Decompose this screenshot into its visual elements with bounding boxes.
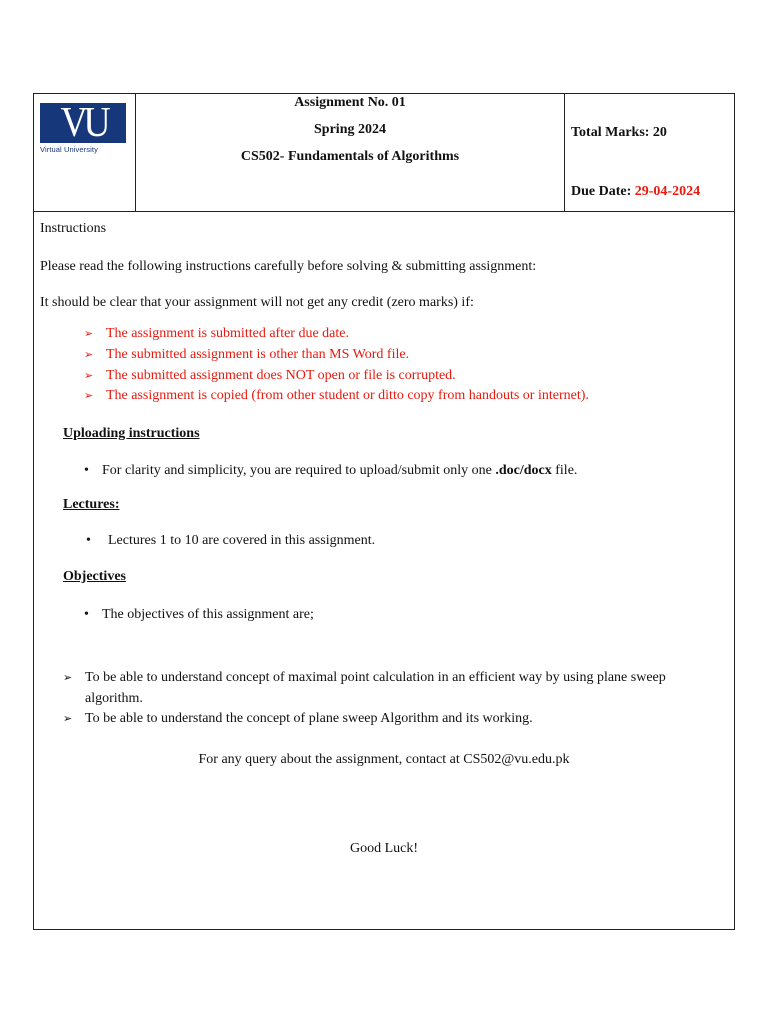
instructions-box bbox=[33, 211, 735, 930]
uploading-text-bold: .doc/docx bbox=[495, 463, 552, 478]
rule-item bbox=[84, 388, 589, 404]
lectures-item bbox=[86, 533, 375, 549]
rule-text: The submitted assignment is other than MS Word file. bbox=[106, 347, 410, 362]
due-date-value: 29-04-2024 bbox=[634, 184, 701, 199]
lectures-text: Lectures 1 to 10 are covered in this assignment. bbox=[108, 533, 376, 548]
arrow-bullet-icon: ➢ bbox=[63, 672, 73, 684]
uploading-heading: Uploading instructions bbox=[63, 426, 200, 441]
vu-logo bbox=[40, 100, 126, 154]
uploading-item bbox=[84, 463, 577, 479]
due-date bbox=[571, 184, 700, 200]
instructions-warning: It should be clear that your assignment will not get any credit (zero marks) if: bbox=[40, 295, 474, 310]
vu-logo-subtext: Virtual University bbox=[40, 145, 98, 154]
objective-item bbox=[63, 711, 533, 727]
instructions-intro: Please read the following instructions carefully before solving & submitting assignment: bbox=[40, 259, 537, 274]
objectives-item bbox=[84, 607, 314, 623]
course-title: CS502- Fundamentals of Algorithms bbox=[240, 149, 460, 164]
objective-text-continued: algorithm. bbox=[85, 691, 143, 706]
rule-text: The submitted assignment does NOT open or file is corrupted. bbox=[106, 368, 456, 383]
bullet-icon: • bbox=[84, 463, 89, 478]
uploading-text-before: For clarity and simplicity, you are required to upload/submit only one bbox=[102, 463, 496, 478]
assignment-number: Assignment No. 01 bbox=[294, 95, 406, 110]
instructions-title: Instructions bbox=[40, 221, 107, 236]
arrow-bullet-icon: ➢ bbox=[84, 370, 94, 382]
bullet-icon: • bbox=[86, 533, 91, 548]
rule-item bbox=[84, 347, 409, 363]
arrow-bullet-icon: ➢ bbox=[63, 713, 73, 725]
logo-cell bbox=[34, 94, 136, 211]
rule-text: The assignment is copied (from other student or ditto copy from handouts or internet). bbox=[106, 388, 589, 403]
bullet-icon: • bbox=[84, 607, 89, 622]
rule-item bbox=[84, 368, 456, 384]
arrow-bullet-icon: ➢ bbox=[84, 349, 94, 361]
due-date-label: Due Date: bbox=[571, 184, 635, 199]
header-table bbox=[33, 93, 735, 212]
objective-text: To be able to understand the concept of plane sweep Algorithm and its working. bbox=[85, 711, 533, 726]
contact-line: For any query about the assignment, contact at CS502@vu.edu.pk bbox=[198, 752, 570, 767]
objective-item bbox=[63, 670, 666, 686]
objective-text: To be able to understand concept of maximal point calculation in an efficient way by using plane sweep bbox=[85, 670, 666, 685]
vu-logo-text: VU bbox=[60, 100, 106, 146]
rule-text: The assignment is submitted after due date. bbox=[106, 326, 349, 341]
semester: Spring 2024 bbox=[314, 122, 386, 137]
rule-item bbox=[84, 326, 349, 342]
arrow-bullet-icon: ➢ bbox=[84, 390, 94, 402]
marks-cell bbox=[565, 94, 734, 211]
lectures-heading: Lectures: bbox=[63, 497, 120, 512]
objectives-heading: Objectives bbox=[63, 569, 126, 584]
vu-logo-mark bbox=[40, 100, 126, 146]
uploading-text-after: file. bbox=[551, 463, 578, 478]
objectives-text: The objectives of this assignment are; bbox=[102, 607, 314, 622]
total-marks: Total Marks: 20 bbox=[571, 125, 667, 140]
title-cell bbox=[136, 94, 565, 211]
arrow-bullet-icon: ➢ bbox=[84, 328, 94, 340]
closing-line: Good Luck! bbox=[349, 841, 419, 856]
